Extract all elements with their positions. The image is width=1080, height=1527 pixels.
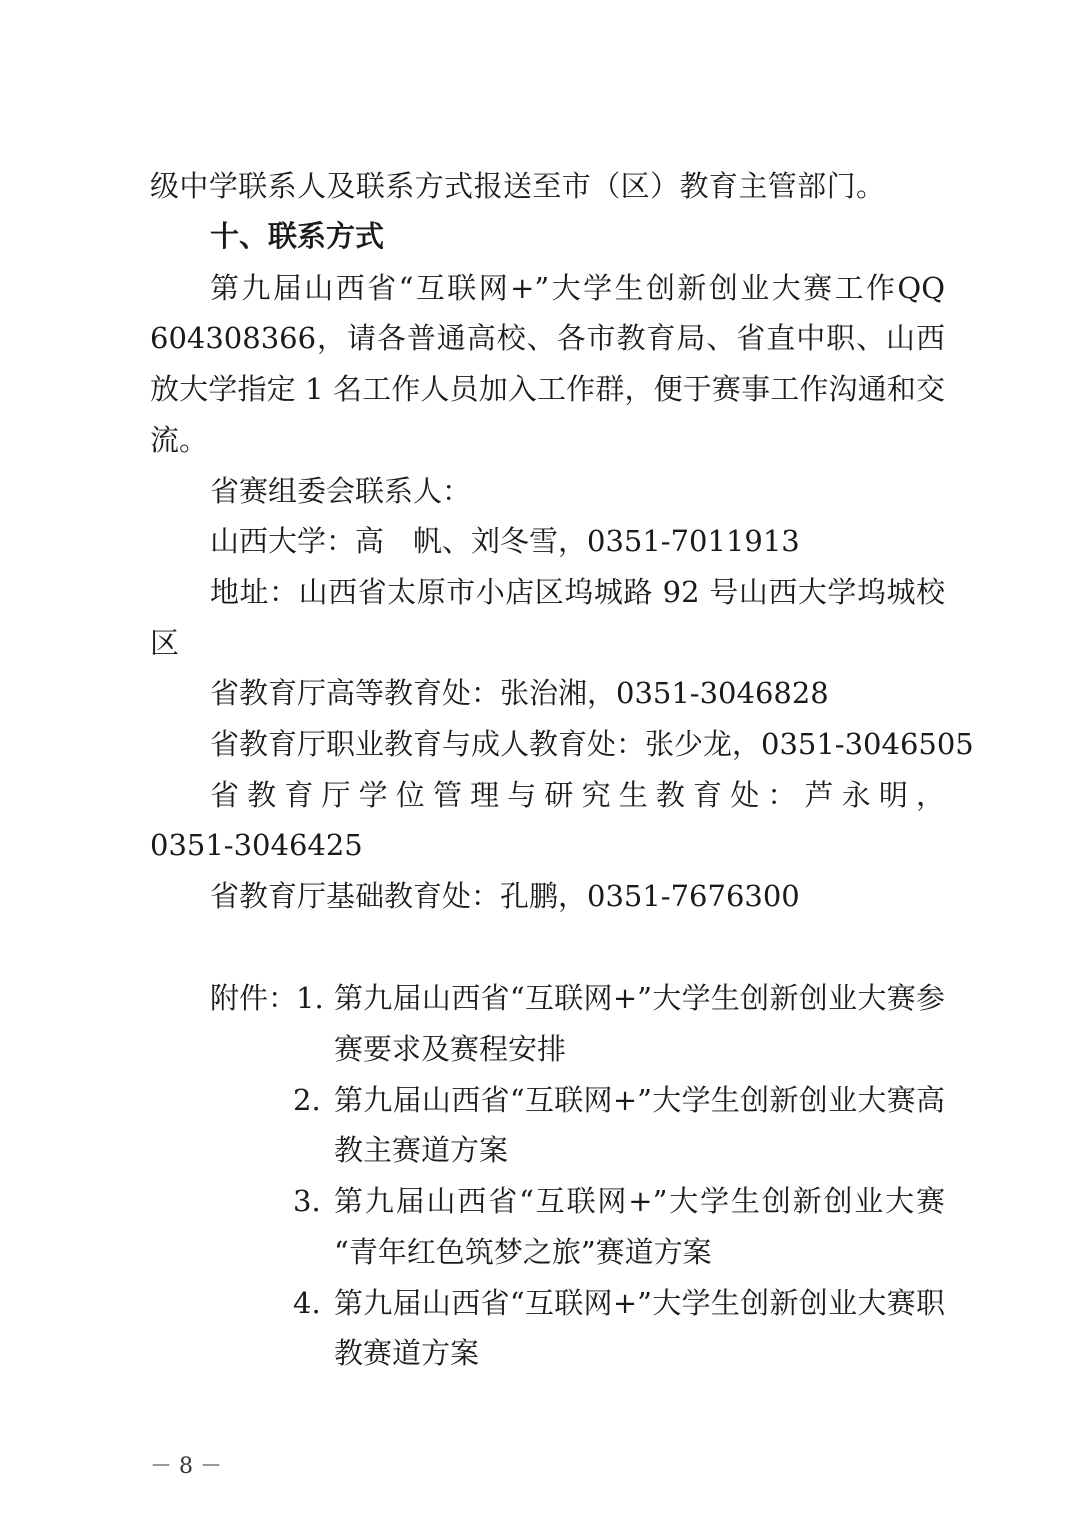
attachment-1-number: 1. [296, 981, 324, 1015]
attachment-1-line-1: 第九届山西省“互联网+”大学生创新创业大赛参 [334, 981, 945, 1015]
qq-paragraph-line-3: 放大学指定 1 名工作人员加入工作群，便于赛事工作沟通和交 [150, 372, 945, 406]
attachment-4-line-2: 教赛道方案 [334, 1336, 480, 1370]
attachment-4-number: 4. [293, 1286, 321, 1320]
contact-vocational-education: 省教育厅职业教育与成人教育处：张少龙，0351-3046505 [210, 727, 974, 761]
attachment-2-number: 2. [293, 1083, 321, 1117]
contact-shanxi-university: 山西大学：高 帆、刘冬雪，0351-7011913 [210, 524, 800, 558]
paragraph-continuation: 级中学联系人及联系方式报送至市（区）教育主管部门。 [150, 169, 885, 203]
contact-address-line-2: 区 [150, 626, 180, 660]
contact-address-line-1: 地址：山西省太原市小店区坞城路 92 号山西大学坞城校 [210, 575, 945, 609]
contact-degree-management-line-1: 省教育厅学位管理与研究生教育处：芦永明， [210, 778, 945, 812]
qq-paragraph-line-1: 第九届山西省“互联网+”大学生创新创业大赛工作QQ [210, 271, 945, 305]
contacts-intro: 省赛组委会联系人： [210, 474, 472, 508]
attachment-1-line-2: 赛要求及赛程安排 [334, 1032, 567, 1066]
attachment-2-line-2: 教主赛道方案 [334, 1133, 509, 1167]
contact-degree-management-line-2: 0351-3046425 [150, 828, 363, 862]
section-heading: 十、联系方式 [210, 219, 385, 253]
qq-paragraph-line-4: 流。 [150, 423, 209, 457]
attachment-2-line-1: 第九届山西省“互联网+”大学生创新创业大赛高 [334, 1083, 945, 1117]
qq-paragraph-line-2: 604308366，请各普通高校、各市教育局、省直中职、山西 [150, 321, 945, 355]
contact-basic-education: 省教育厅基础教育处：孔鹏，0351-7676300 [210, 879, 800, 913]
attachment-3-line-2: “青年红色筑梦之旅”赛道方案 [334, 1235, 712, 1269]
attachment-3-line-1: 第九届山西省“互联网+”大学生创新创业大赛 [334, 1184, 945, 1218]
attachments-label: 附件： [210, 981, 298, 1015]
contact-higher-education: 省教育厅高等教育处：张治湘，0351-3046828 [210, 676, 829, 710]
page-number: － 8 － [150, 1454, 222, 1479]
attachment-3-number: 3. [293, 1184, 321, 1218]
attachment-4-line-1: 第九届山西省“互联网+”大学生创新创业大赛职 [334, 1286, 945, 1320]
